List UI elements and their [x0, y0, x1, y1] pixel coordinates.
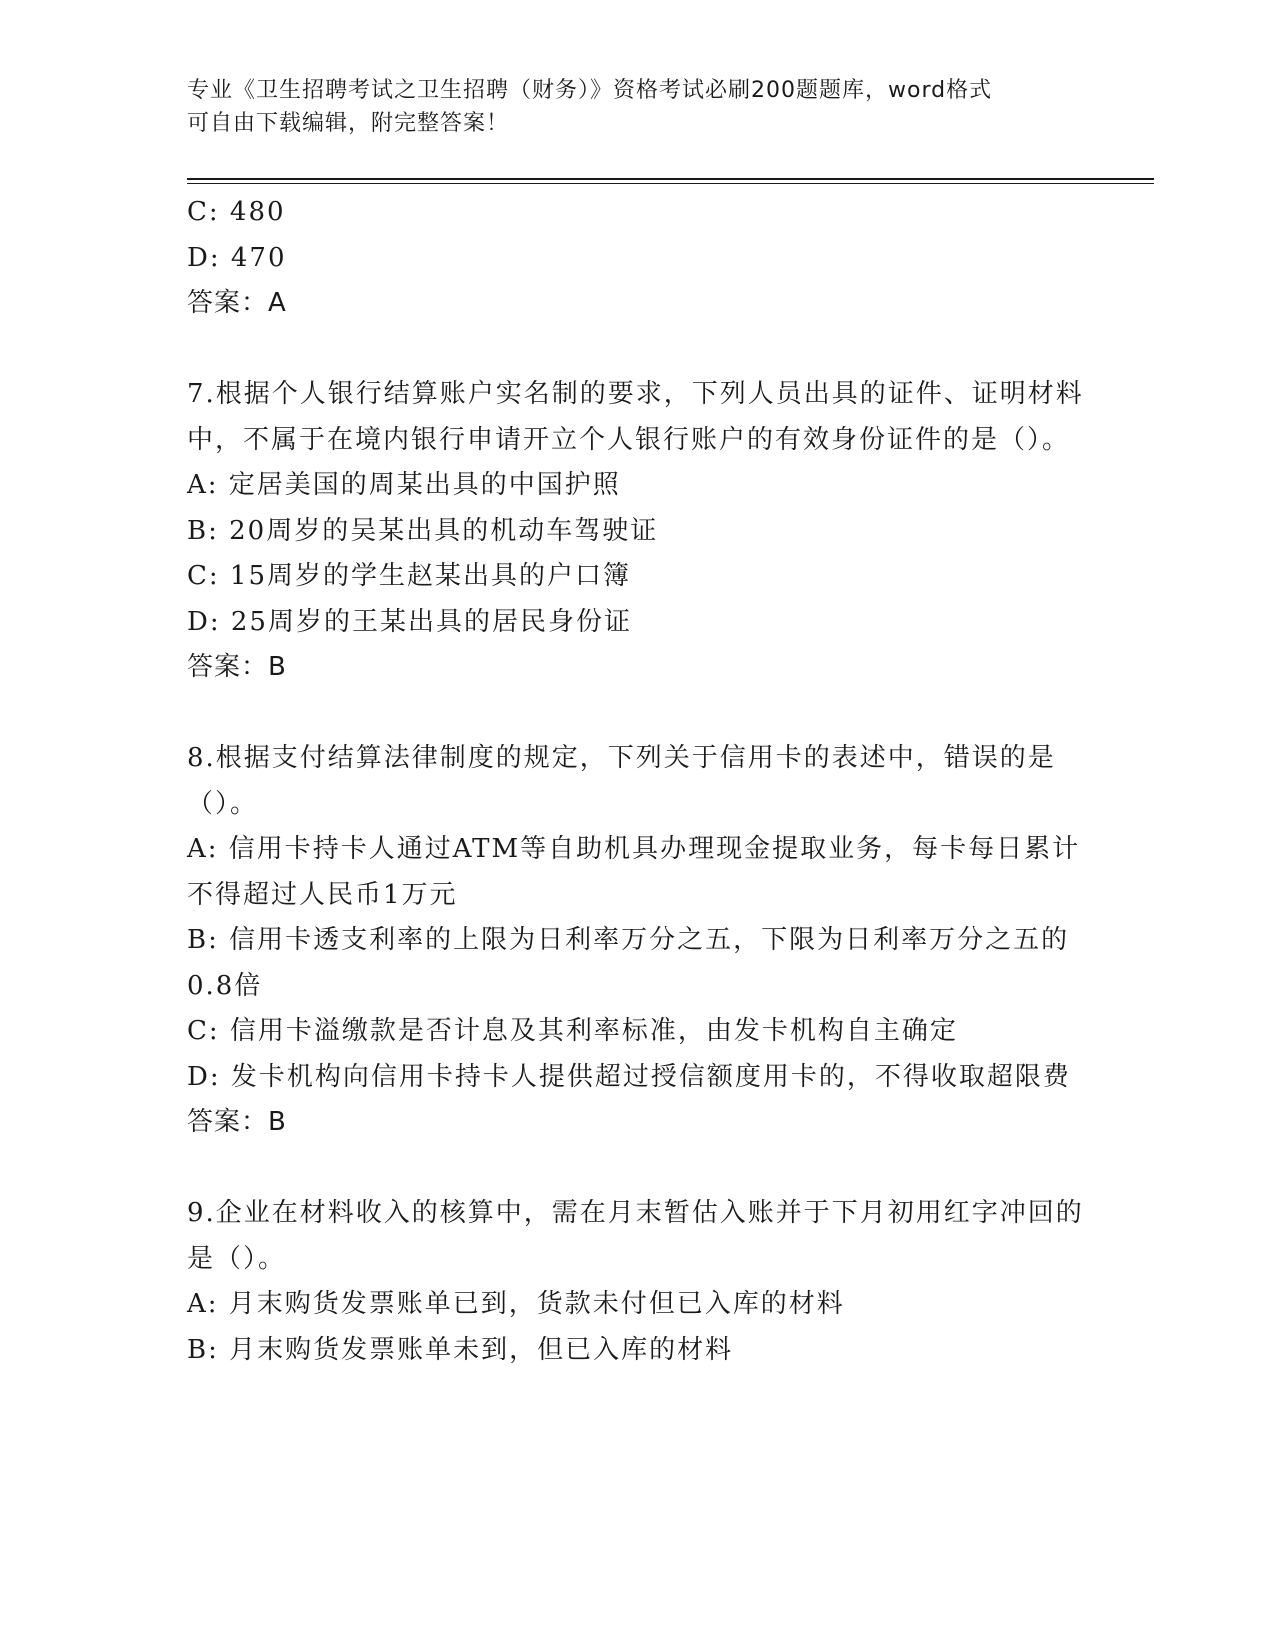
- option-b: B: 20周岁的吴某出具的机动车驾驶证: [187, 515, 659, 546]
- answer-line: 答案：B: [187, 1107, 287, 1137]
- document-header: [187, 74, 1067, 140]
- option-a: A: 月末购货发票账单已到，货款未付但已入库的材料: [187, 1289, 845, 1319]
- option-d: D: 发卡机构向信用卡持卡人提供超过授信额度用卡的，不得收取超限费: [187, 1061, 1071, 1092]
- header-rule-thick: [187, 178, 1154, 180]
- header-line-1: 专业《卫生招聘考试之卫生招聘（财务）》资格考试必刷200题题库，word格式: [187, 78, 993, 103]
- option-c: C: 15周岁的学生赵某出具的户口簿: [187, 561, 632, 591]
- option-d: D: 25周岁的王某出具的居民身份证: [187, 606, 632, 637]
- spacer: [187, 1146, 1087, 1192]
- option-d: D: 470: [187, 242, 287, 273]
- question-7: [187, 372, 1087, 691]
- option-a: A: 定居美国的周某出具的中国护照: [187, 470, 621, 500]
- option-a: A: 信用卡持卡人通过ATM等自助机具办理现金提取业务，每卡每日累计不得超过人民币1万元: [187, 834, 1081, 910]
- spacer: [187, 327, 1087, 373]
- question-text: 8.根据支付结算法律制度的规定，下列关于信用卡的表述中，错误的是（）。: [187, 743, 1056, 819]
- spacer: [187, 691, 1087, 737]
- question-6-tail: [187, 190, 1087, 327]
- option-c: C: 480: [187, 197, 286, 227]
- question-text: 7.根据个人银行结算账户实名制的要求，下列人员出具的证件、证明材料中，不属于在境内银行申请开立个人银行账户的有效身份证件的是（）。: [187, 379, 1084, 455]
- option-b: B: 月末购货发票账单未到，但已入库的材料: [187, 1334, 734, 1365]
- document-body: [187, 190, 1087, 1373]
- answer-line: 答案：B: [187, 652, 287, 682]
- option-b: B: 信用卡透支利率的上限为日利率万分之五，下限为日利率万分之五的0.8倍: [187, 925, 1070, 1001]
- header-line-2: 可自由下载编辑，附完整答案！: [187, 111, 510, 136]
- answer-line: 答案：A: [187, 288, 287, 318]
- header-rule-thin: [187, 183, 1154, 184]
- question-text: 9.企业在材料收入的核算中，需在月末暂估入账并于下月初用红字冲回的是（）。: [187, 1198, 1084, 1274]
- question-9: [187, 1191, 1087, 1373]
- option-c: C: 信用卡溢缴款是否计息及其利率标准，由发卡机构自主确定: [187, 1016, 958, 1046]
- question-8: [187, 736, 1087, 1146]
